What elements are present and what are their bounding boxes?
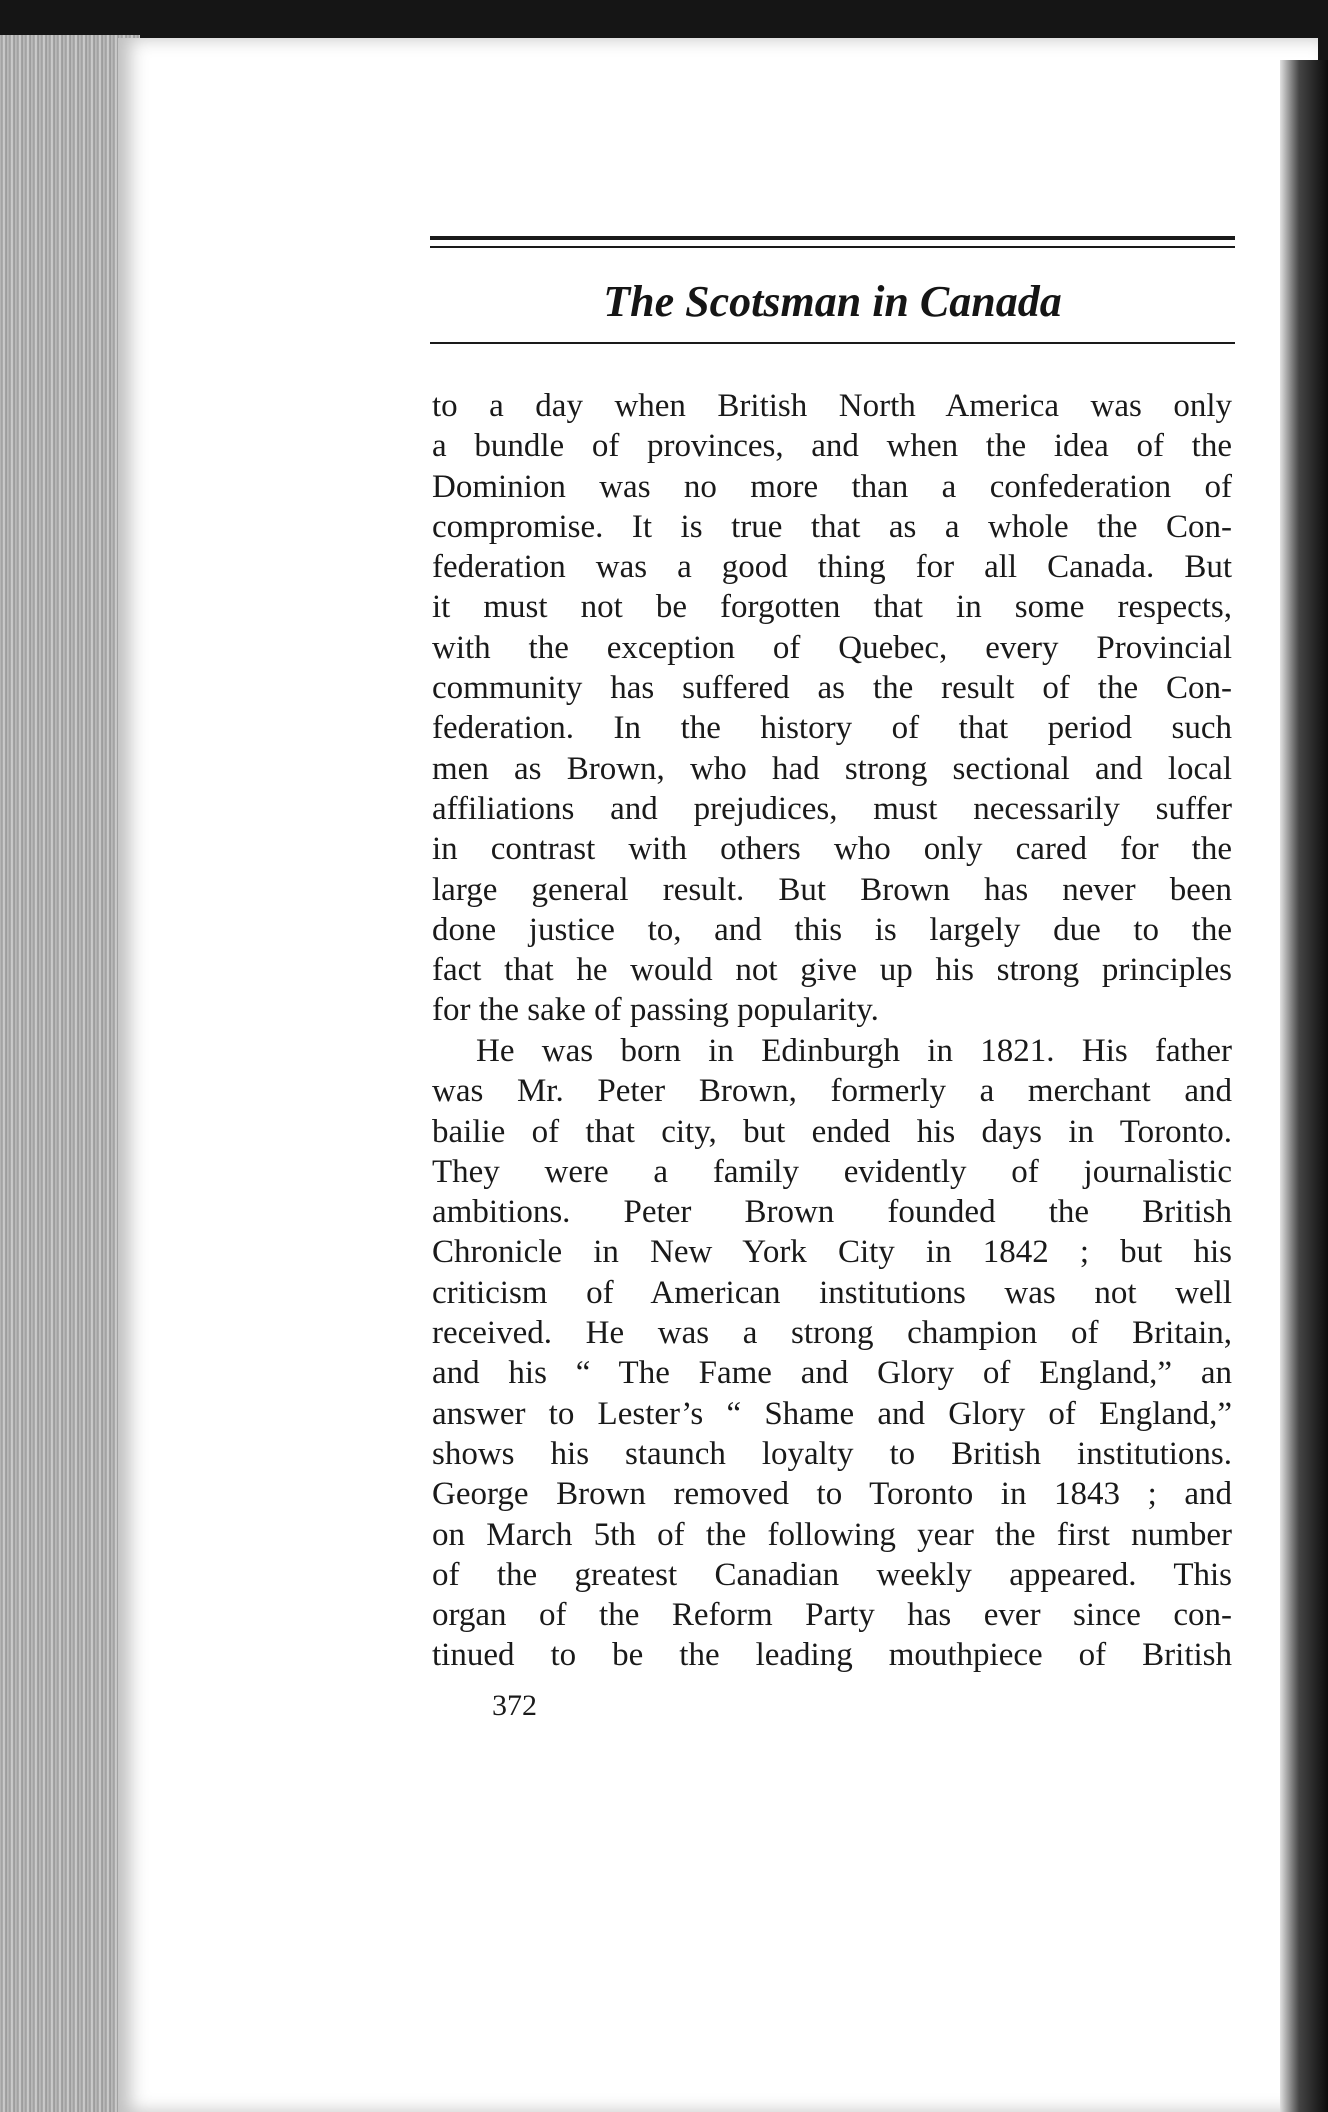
- text-line: done justice to, and this is largely due to the: [432, 911, 1232, 948]
- text-line: shows his staunch loyalty to British institutions.: [432, 1435, 1232, 1472]
- text-line: organ of the Reform Party has ever since con-: [432, 1597, 1232, 1634]
- text-line: They were a family evidently of journalistic: [432, 1153, 1232, 1190]
- text-line: community has suffered as the result of the Con-: [432, 670, 1232, 707]
- text-line: Dominion was no more than a confederation of: [432, 468, 1232, 505]
- text-line: for the sake of passing popularity.: [432, 992, 879, 1029]
- text-line: on March 5th of the following year the first number: [432, 1516, 1232, 1553]
- text-line: George Brown removed to Toronto in 1843 ; and: [432, 1476, 1232, 1513]
- running-head: The Scotsman in Canada: [603, 277, 1062, 326]
- text-line: answer to Lester’s “ Shame and Glory of England,”: [432, 1395, 1232, 1432]
- text-line: He was born in Edinburgh in 1821. His father: [476, 1033, 1232, 1069]
- text-line: criticism of American institutions was not well: [432, 1274, 1232, 1311]
- text-line: it must not be forgotten that in some respects,: [432, 589, 1232, 626]
- text-line: with the exception of Quebec, every Provincial: [432, 629, 1232, 666]
- header-rule-thin: [430, 246, 1235, 248]
- text-line: a bundle of provinces, and when the idea of the: [432, 428, 1232, 465]
- text-line: men as Brown, who had strong sectional and local: [432, 750, 1232, 787]
- text-line: to a day when British North America was only: [432, 388, 1232, 424]
- text-line: tinued to be the leading mouthpiece of British: [432, 1637, 1232, 1674]
- text-line: affiliations and prejudices, must necessarily suffer: [432, 790, 1232, 827]
- text-line: compromise. It is true that as a whole the Con-: [432, 508, 1232, 545]
- text-line: of the greatest Canadian weekly appeared. This: [432, 1556, 1232, 1593]
- text-line: and his “ The Fame and Glory of England,” an: [432, 1355, 1232, 1392]
- text-line: federation. In the history of that period such: [432, 710, 1232, 747]
- text-line: received. He was a strong champion of Britain,: [432, 1315, 1232, 1352]
- text-line: federation was a good thing for all Canada. But: [432, 549, 1232, 586]
- text-line: Chronicle in New York City in 1842 ; but his: [432, 1234, 1232, 1271]
- text-line: large general result. But Brown has never been: [432, 871, 1232, 908]
- text-line: was Mr. Peter Brown, formerly a merchant and: [432, 1073, 1232, 1110]
- paragraph-2: [432, 1031, 1232, 1676]
- header-rule-bottom: [430, 342, 1235, 344]
- header-rule-thick: [430, 236, 1235, 240]
- paragraph-1: [432, 386, 1232, 1031]
- text-line: in contrast with others who only cared for the: [432, 831, 1232, 868]
- text-line: ambitions. Peter Brown founded the British: [432, 1194, 1232, 1231]
- text-line: bailie of that city, but ended his days in Toronto.: [432, 1113, 1232, 1150]
- page-number: 372: [492, 1689, 537, 1722]
- binding-shadow: [1280, 60, 1328, 2112]
- text-line: fact that he would not give up his strong principles: [432, 952, 1232, 989]
